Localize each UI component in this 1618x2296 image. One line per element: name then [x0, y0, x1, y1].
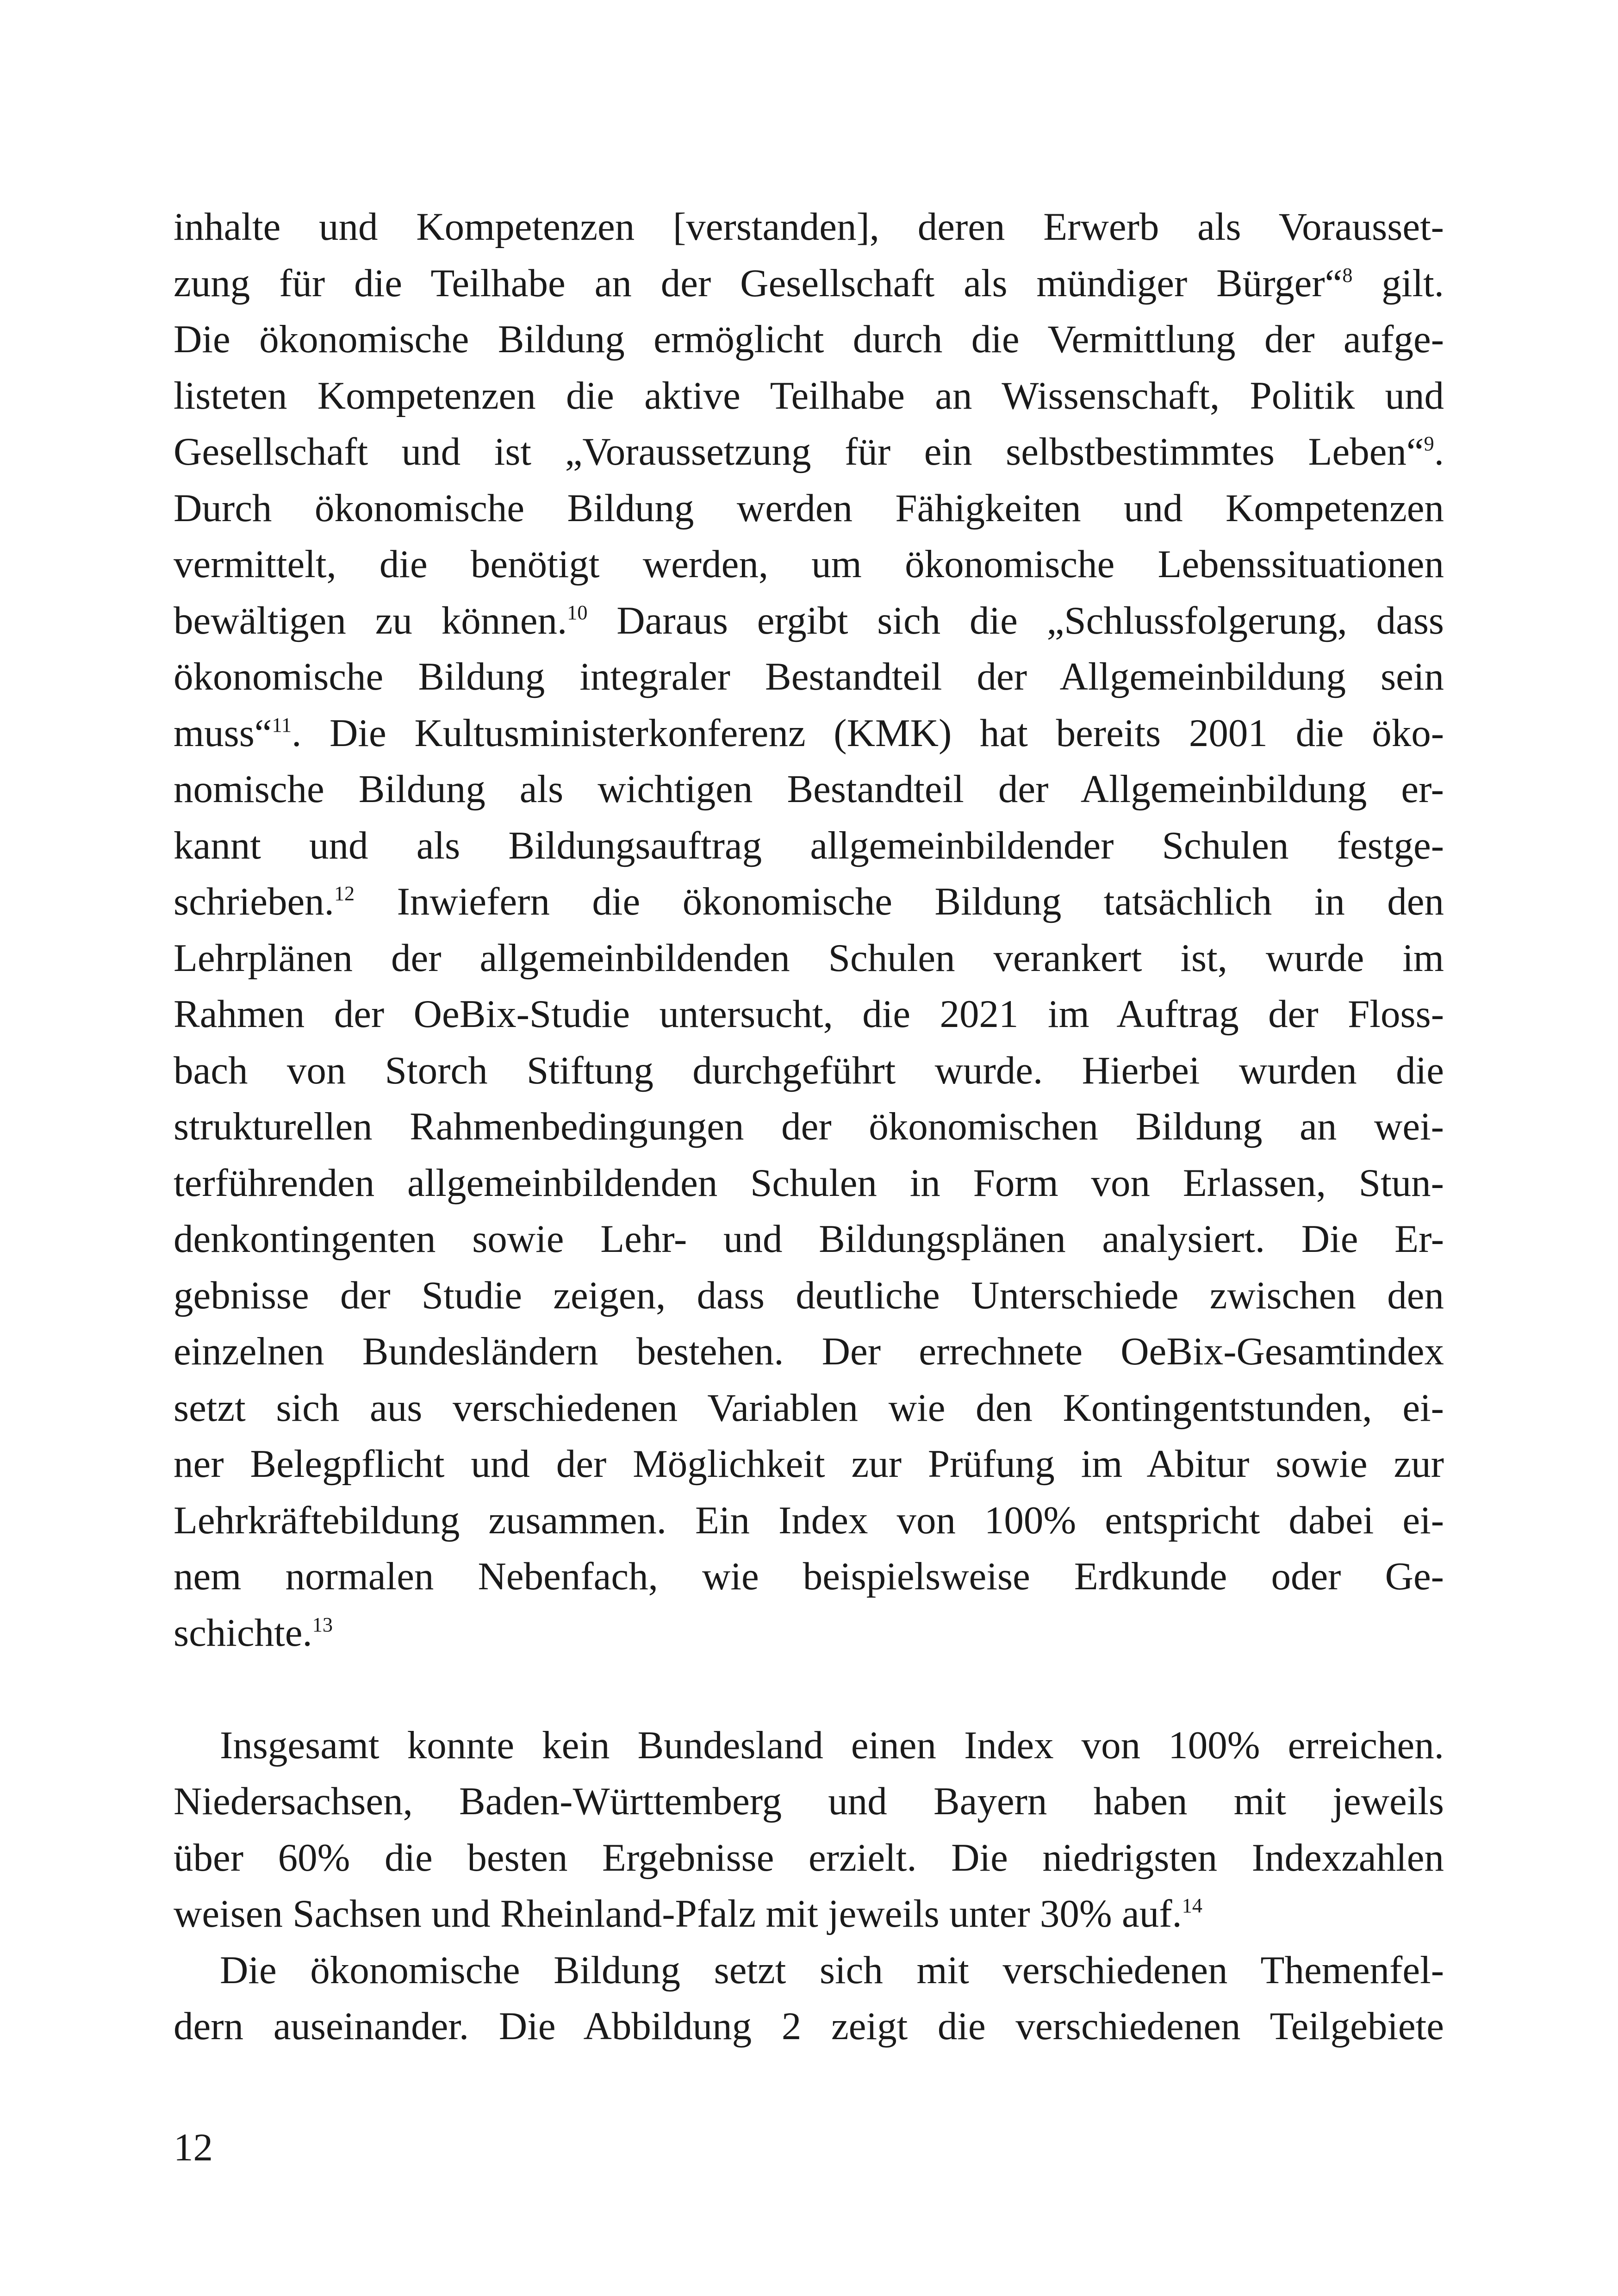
- text-segment: bewältigen zu können.: [174, 598, 567, 642]
- text-segment: schichte.: [174, 1611, 312, 1655]
- text-segment: strukturellen Rahmenbedingungen der ökonomischen Bildung an wei-: [174, 1105, 1444, 1148]
- text-segment: denkontingenten sowie Lehr- und Bildungsplänen analysiert. Die Er-: [174, 1217, 1444, 1261]
- text-line: [174, 1773, 1444, 1830]
- paragraph: [174, 1942, 1444, 2055]
- paragraph: [174, 199, 1444, 1661]
- text-line: [174, 424, 1444, 480]
- text-segment: Daraus ergibt sich die „Schlussfolgerung, dass: [587, 598, 1444, 642]
- text-line: [174, 705, 1444, 762]
- text-line: [174, 368, 1444, 424]
- text-segment: Niedersachsen, Baden-Württemberg und Bayern haben mit jeweils: [174, 1780, 1444, 1823]
- text-line: [174, 1830, 1444, 1886]
- text-segment: Die ökonomische Bildung ermöglicht durch die Vermittlung der aufge-: [174, 317, 1444, 361]
- text-line: [174, 199, 1444, 255]
- text-segment: Die ökonomische Bildung setzt sich mit verschiedenen Themenfel-: [220, 1948, 1444, 1992]
- text-line: [174, 311, 1444, 368]
- text-line: [174, 1268, 1444, 1324]
- text-segment: nomische Bildung als wichtigen Bestandteil der Allgemeinbildung er-: [174, 767, 1444, 811]
- text-segment: ner Belegpflicht und der Möglichkeit zur Prüfung im Abitur sowie zur: [174, 1442, 1444, 1486]
- text-line: [174, 1155, 1444, 1212]
- text-segment: Gesellschaft und ist „Voraussetzung für ein selbstbestimmtes Leben“: [174, 430, 1424, 473]
- text-line: [174, 1493, 1444, 1549]
- text-line: [174, 1043, 1444, 1099]
- text-line: [174, 1886, 1444, 1942]
- body-text: [174, 199, 1444, 2055]
- text-line: [174, 1605, 1444, 1661]
- text-segment: . Die Kultusministerkonferenz (KMK) hat bereits 2001 die öko-: [292, 711, 1444, 755]
- text-line: [174, 874, 1444, 930]
- text-line: [174, 649, 1444, 705]
- text-segment: gilt.: [1352, 261, 1444, 305]
- text-line: [174, 818, 1444, 874]
- paragraph-spacer: [174, 1661, 1444, 1717]
- text-segment: weisen Sachsen und Rheinland-Pfalz mit jeweils unter 30% auf.: [174, 1892, 1182, 1935]
- text-line: [174, 1717, 1444, 1774]
- footnote-reference[interactable]: 14: [1182, 1894, 1202, 1917]
- text-line: [174, 1211, 1444, 1268]
- text-line: [174, 480, 1444, 537]
- text-segment: über 60% die besten Ergebnisse erzielt. Die niedrigsten Indexzahlen: [174, 1836, 1444, 1879]
- text-segment: ökonomische Bildung integraler Bestandteil der Allgemeinbildung sein: [174, 655, 1444, 698]
- page-number: 12: [174, 2126, 213, 2169]
- text-line: [174, 986, 1444, 1043]
- text-line: [174, 255, 1444, 312]
- text-segment: bach von Storch Stiftung durchgeführt wurde. Hierbei wurden die: [174, 1048, 1444, 1092]
- text-segment: Lehrplänen der allgemeinbildenden Schulen verankert ist, wurde im: [174, 936, 1444, 980]
- text-segment: vermittelt, die benötigt werden, um ökonomische Lebenssituationen: [174, 542, 1444, 586]
- text-segment: .: [1434, 430, 1444, 473]
- footnote-reference[interactable]: 11: [272, 713, 292, 736]
- text-line: [174, 593, 1444, 649]
- footnote-reference[interactable]: 9: [1424, 432, 1434, 455]
- text-line: [174, 1099, 1444, 1155]
- text-segment: gebnisse der Studie zeigen, dass deutliche Unterschiede zwischen den: [174, 1273, 1444, 1317]
- text-line: [174, 1380, 1444, 1437]
- text-line: [174, 1324, 1444, 1380]
- text-segment: kannt und als Bildungsauftrag allgemeinbildender Schulen festge-: [174, 823, 1444, 867]
- text-line: [174, 1436, 1444, 1493]
- text-segment: muss“: [174, 711, 272, 755]
- text-line: [174, 761, 1444, 818]
- text-line: [174, 536, 1444, 593]
- text-segment: Inwiefern die ökonomische Bildung tatsächlich in den: [355, 880, 1444, 923]
- text-segment: Rahmen der OeBix-Studie untersucht, die 2021 im Auftrag der Floss-: [174, 992, 1444, 1036]
- text-line: [174, 1998, 1444, 2055]
- text-segment: Insgesamt konnte kein Bundesland einen Index von 100% erreichen.: [220, 1723, 1444, 1767]
- text-segment: einzelnen Bundesländern bestehen. Der errechnete OeBix-Gesamtindex: [174, 1330, 1444, 1373]
- paragraph: [174, 1717, 1444, 1942]
- text-segment: nem normalen Nebenfach, wie beispielsweise Erdkunde oder Ge-: [174, 1555, 1444, 1598]
- text-segment: listeten Kompetenzen die aktive Teilhabe an Wissenschaft, Politik und: [174, 373, 1444, 417]
- text-segment: dern auseinander. Die Abbildung 2 zeigt die verschiedenen Teilgebiete: [174, 2004, 1444, 2048]
- text-line: [174, 1549, 1444, 1605]
- text-segment: setzt sich aus verschiedenen Variablen wie den Kontingentstunden, ei-: [174, 1386, 1444, 1430]
- text-segment: Lehrkräftebildung zusammen. Ein Index von 100% entspricht dabei ei-: [174, 1498, 1444, 1542]
- text-segment: Durch ökonomische Bildung werden Fähigkeiten und Kompetenzen: [174, 486, 1444, 530]
- text-line: [174, 930, 1444, 987]
- text-segment: inhalte und Kompetenzen [verstanden], deren Erwerb als Vorausset-: [174, 205, 1444, 249]
- footnote-reference[interactable]: 8: [1342, 263, 1353, 286]
- text-segment: terführenden allgemeinbildenden Schulen in Form von Erlassen, Stun-: [174, 1161, 1444, 1205]
- footnote-reference[interactable]: 10: [567, 601, 588, 624]
- text-segment: schrieben.: [174, 880, 334, 923]
- footnote-reference[interactable]: 13: [312, 1613, 333, 1636]
- text-line: [174, 1942, 1444, 1999]
- footnote-reference[interactable]: 12: [334, 882, 355, 905]
- text-segment: zung für die Teilhabe an der Gesellschaft als mündiger Bürger“: [174, 261, 1343, 305]
